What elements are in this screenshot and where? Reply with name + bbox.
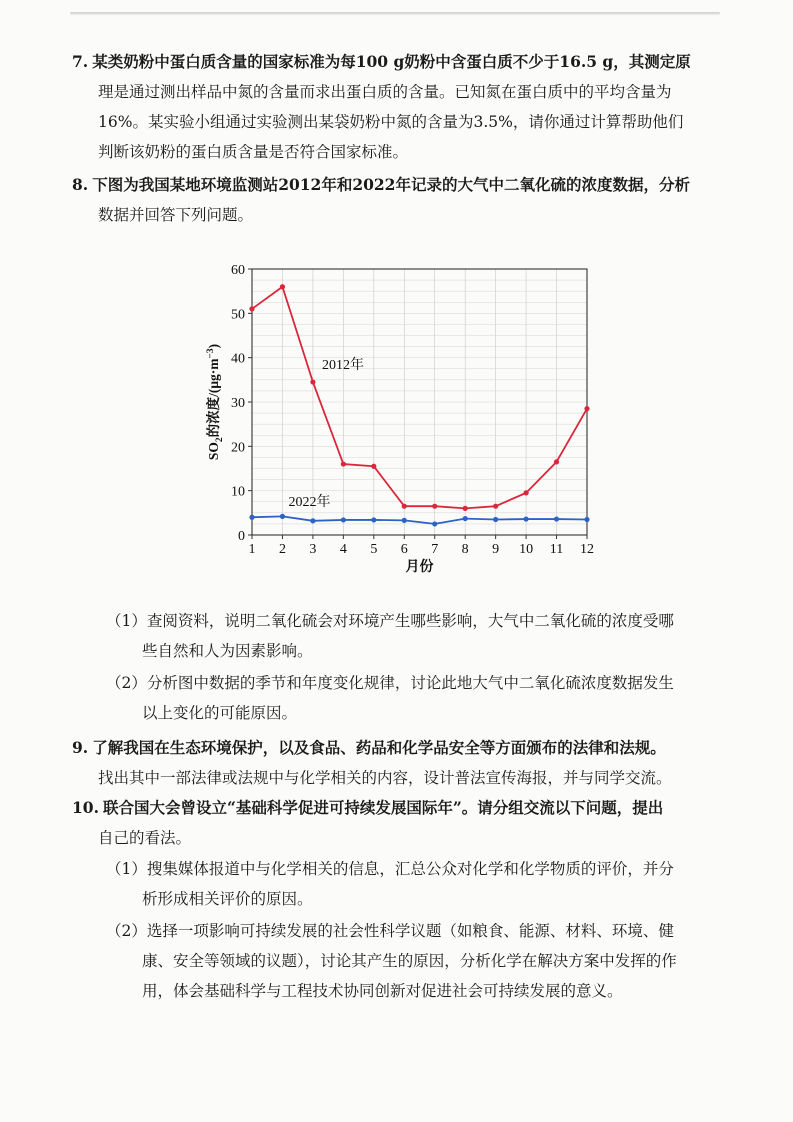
data-point [341, 461, 346, 466]
sub-question-line: 些自然和人为因素影响。 [142, 642, 313, 660]
sub-question-tag: （2） [106, 922, 147, 940]
question-10 [72, 793, 722, 853]
x-axis-label: 月份 [405, 560, 434, 575]
question-8-sub-2 [106, 668, 726, 728]
y-tick-label: 20 [231, 440, 245, 456]
data-point [554, 459, 559, 464]
question-7-line: 理是通过测出样品中氮的含量而求出蛋白质的含量。已知氮在蛋白质中的平均含量为 [98, 83, 672, 101]
question-10-number: 10. [72, 798, 99, 817]
question-8-line: 数据并回答下列问题。 [98, 206, 254, 224]
page-top-edge [70, 12, 720, 15]
question-10-sub-1 [106, 854, 726, 914]
series-line-1 [252, 516, 587, 524]
question-8 [72, 170, 722, 230]
question-7-number: 7. [72, 52, 89, 71]
data-point [432, 504, 437, 509]
y-tick-label: 50 [231, 307, 245, 323]
y-tick-label: 30 [231, 396, 245, 411]
data-point [523, 490, 528, 495]
series-label: 2022年 [288, 495, 331, 511]
sub-question-line: （2）选择一项影响可持续发展的社会性科学议题（如粮食、能源、材料、环境、健 [106, 922, 674, 940]
question-9-line: 找出其中一部法律或法规中与化学相关的内容，设计普法宣传海报，并与同学交流。 [98, 769, 672, 787]
x-tick-label: 9 [492, 542, 500, 557]
question-10-line: 自己的看法。 [98, 829, 192, 847]
sub-question-line: （1）查阅资料，说明二氧化硫会对环境产生哪些影响，大气中二氧化硫的浓度受哪 [106, 612, 674, 630]
x-tick-label: 4 [339, 542, 347, 557]
data-point [584, 517, 589, 522]
question-9-line: 9. 了解我国在生态环境保护，以及食品、药品和化学品安全等方面颁布的法律和法规。 [72, 738, 666, 757]
x-tick-label: 8 [461, 542, 469, 557]
data-point [584, 406, 589, 411]
data-point [432, 521, 437, 526]
data-point [463, 516, 468, 521]
data-point [310, 379, 315, 384]
sub-question-line: 以上变化的可能原因。 [142, 704, 298, 722]
data-point [493, 504, 498, 509]
x-tick-label: 3 [309, 542, 317, 557]
data-point [280, 514, 285, 519]
x-tick-label: 5 [370, 542, 378, 557]
sub-question-line: 康、安全等领域的议题），讨论其产生的原因，分析化学在解决方案中发挥的作 [142, 952, 677, 970]
sub-question-line: （1）搜集媒体报道中与化学相关的信息，汇总公众对化学和化学物质的评价，并分 [106, 860, 674, 878]
x-tick-label: 6 [400, 542, 408, 557]
question-9 [72, 733, 722, 793]
y-tick-label: 0 [238, 529, 245, 544]
data-point [341, 517, 346, 522]
sub-question-tag: （1） [106, 612, 147, 630]
sub-question-line: 析形成相关评价的原因。 [142, 890, 313, 908]
data-point [402, 504, 407, 509]
y-tick-label: 10 [231, 484, 245, 500]
x-tick-label: 7 [431, 542, 439, 557]
series-label: 2012年 [322, 357, 365, 373]
y-tick-label: 60 [231, 263, 245, 278]
data-point [310, 518, 315, 523]
question-7 [72, 47, 722, 167]
x-tick-label: 11 [549, 542, 564, 557]
sub-question-line: （2）分析图中数据的季节和年度变化规律，讨论此地大气中二氧化硫浓度数据发生 [106, 674, 674, 692]
so2-line-chart [196, 255, 616, 585]
x-tick-label: 12 [580, 542, 594, 557]
question-9-number: 9. [72, 738, 89, 757]
x-tick-label: 1 [248, 542, 256, 557]
question-8-line: 8. 下图为我国某地环境监测站2012年和2022年记录的大气中二氧化硫的浓度数据，分析 [72, 175, 690, 194]
data-point [371, 464, 376, 469]
sub-question-tag: （1） [106, 860, 147, 878]
data-point [493, 517, 498, 522]
series-line-0 [252, 287, 587, 509]
question-7-line: 判断该奶粉的蛋白质含量是否符合国家标准。 [98, 143, 409, 161]
question-7-line: 7. 某类奶粉中蛋白质含量的国家标准为每100 g奶粉中含蛋白质不少于16.5 g，其测定原 [72, 52, 691, 71]
y-axis-label: $SO_2$的浓度$/(\mu g\cdot m^{-3})$ [206, 343, 225, 461]
question-7-line: 16%。某实验小组通过实验测出某袋奶粉中氮的含量为3.5%，请你通过计算帮助他们 [98, 113, 684, 131]
question-10-sub-2 [106, 916, 726, 1006]
question-8-number: 8. [72, 175, 89, 194]
data-point [249, 306, 254, 311]
data-point [249, 515, 254, 520]
data-point [280, 284, 285, 289]
question-8-sub-1 [106, 606, 726, 666]
x-tick-label: 2 [278, 542, 286, 557]
x-tick-label: 10 [519, 542, 534, 557]
data-point [463, 506, 468, 511]
y-tick-label: 40 [231, 351, 245, 367]
question-10-line: 10. 联合国大会曾设立“基础科学促进可持续发展国际年”。请分组交流以下问题，提出 [72, 798, 664, 817]
data-point [554, 516, 559, 521]
sub-question-tag: （2） [106, 674, 147, 692]
sub-question-line: 用，体会基础科学与工程技术协同创新对促进社会可持续发展的意义。 [142, 982, 623, 1000]
data-point [371, 517, 376, 522]
data-point [523, 516, 528, 521]
data-point [402, 518, 407, 523]
